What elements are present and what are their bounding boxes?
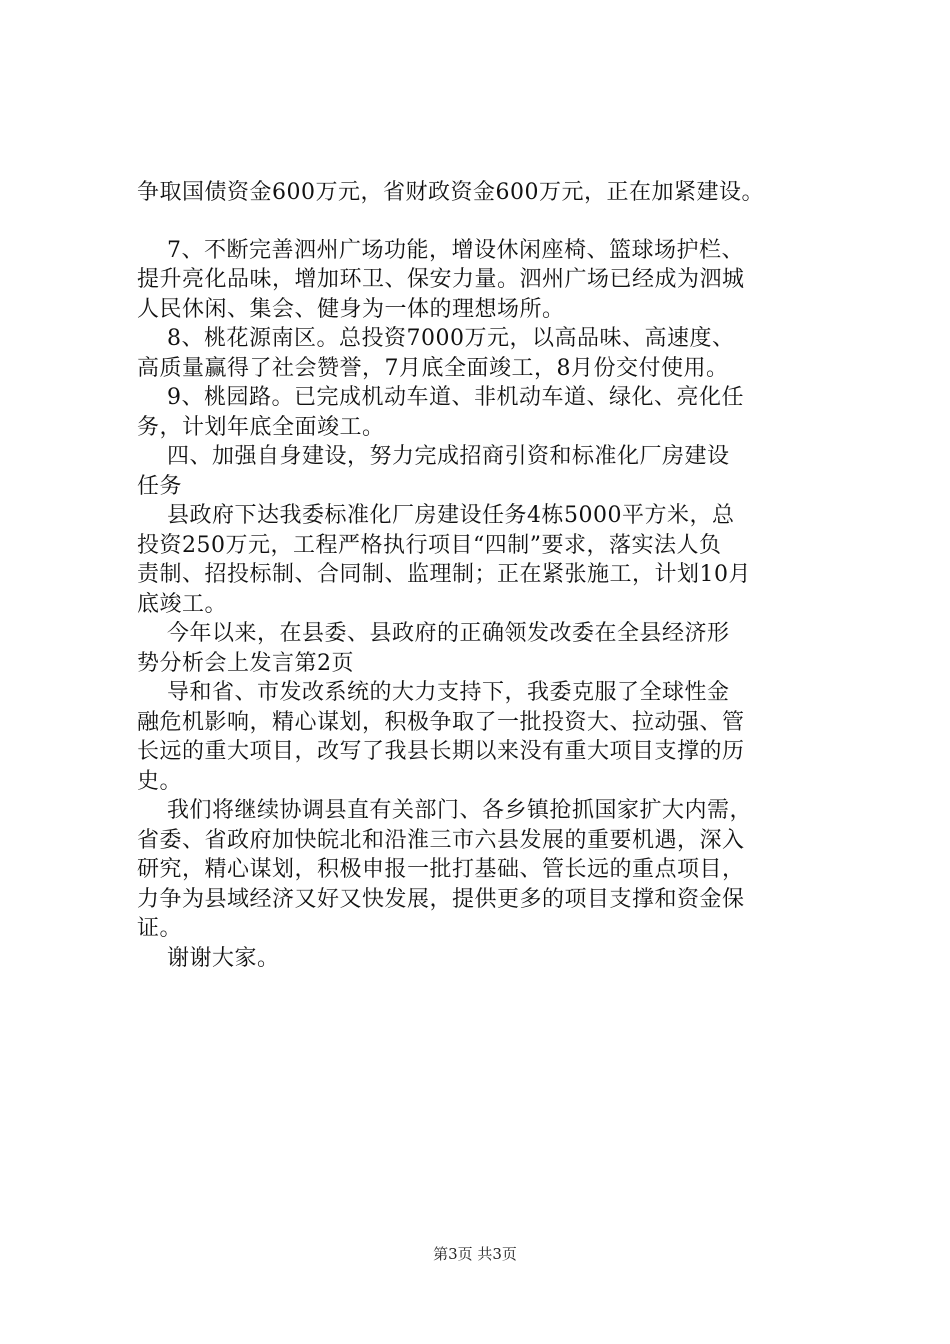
text-line: 投资250万元，工程严格执行项目“四制”要求，落实法人负 <box>137 532 722 558</box>
text-line: 提升亮化品味，增加环卫、保安力量。泗州广场已经成为泗城 <box>137 267 745 292</box>
text-line: 高质量赢得了社会赞誉，7月底全面竣工，8月份交付使用。 <box>137 355 729 381</box>
text-line: 我们将继续协调县直有关部门、各乡镇抢抓国家扩大内需， <box>137 798 752 823</box>
text-line: 9、桃园路。已完成机动车道、非机动车道、绿化、亮化任 <box>137 385 744 410</box>
text-line: 力争为县域经济又好又快发展，提供更多的项目支撑和资金保 <box>137 886 745 912</box>
text-line: 底竣工。 <box>137 591 228 617</box>
closing-line: 谢谢大家。 <box>137 945 280 971</box>
text-line: 研究，精心谋划，积极申报一批打基础、管长远的重点项目， <box>137 857 745 882</box>
text-line: 省委、省政府加快皖北和沿淮三市六县发展的重要机遇，深入 <box>137 827 745 853</box>
section-heading-line: 任务 <box>137 473 183 499</box>
text-line: 人民休闲、集会、健身为一体的理想场所。 <box>137 296 565 322</box>
text-line: 证。 <box>137 916 183 941</box>
text-line: 务，计划年底全面竣工。 <box>137 414 385 440</box>
document-body <box>137 178 843 973</box>
page-number-label: 第3页 共3页 <box>433 1245 517 1263</box>
text-line: 融危机影响，精心谋划，积极争取了一批投资大、拉动强、管 <box>137 709 745 735</box>
page-footer <box>0 1244 950 1264</box>
text-line: 责制、招投标制、合同制、监理制；正在紧张施工，计划10月 <box>137 562 751 587</box>
text-line: 8、桃花源南区。总投资7000万元，以高品味、高速度、 <box>137 326 735 351</box>
text-line: 今年以来，在县委、县政府的正确领发改委在全县经济形 <box>137 621 730 646</box>
text-line: 7、不断完善泗州广场功能，增设休闲座椅、篮球场护栏、 <box>137 237 744 263</box>
text-line: 县政府下达我委标准化厂房建设任务4栋5000平方米，总 <box>137 503 735 528</box>
text-line: 导和省、市发改系统的大力支持下，我委克服了全球性金 <box>137 680 730 705</box>
text-line: 争取国债资金600万元，省财政资金600万元，正在加紧建设。 <box>137 180 764 205</box>
text-line: 长远的重大项目，改写了我县长期以来没有重大项目支撑的历 <box>137 739 745 764</box>
section-heading-line: 四、加强自身建设，努力完成招商引资和标准化厂房建设 <box>137 444 730 469</box>
text-line: 史。 <box>137 768 183 794</box>
text-line: 势分析会上发言第2页 <box>137 650 354 676</box>
paragraph-gap <box>137 208 843 236</box>
